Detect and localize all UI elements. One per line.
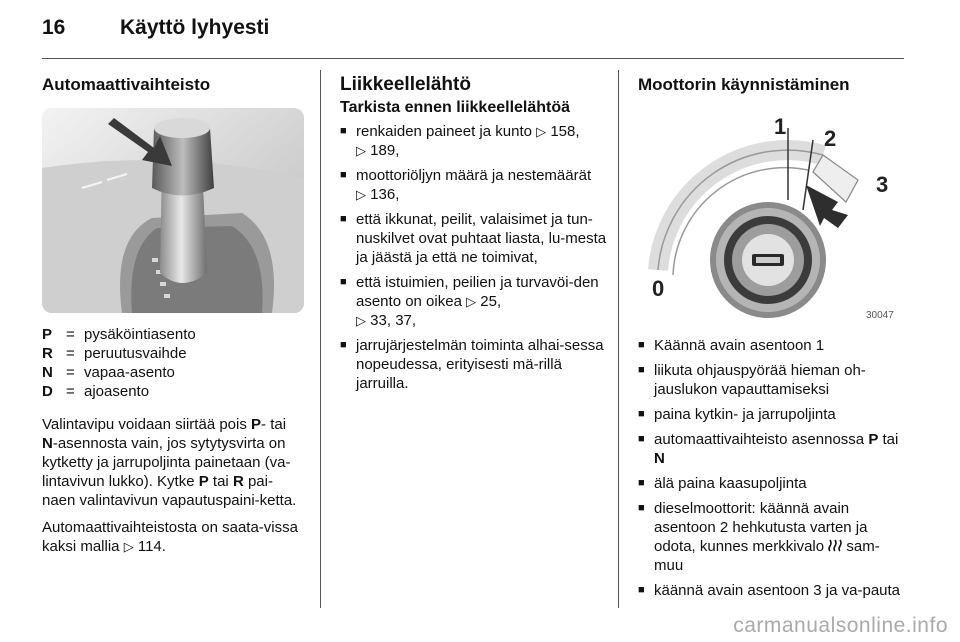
page-ref-icon: ▷ [356, 143, 366, 158]
ignition-key-illustration [638, 110, 904, 326]
ignition-svg [638, 110, 904, 326]
list-item: ■ automaattivaihteisto asennossa P tai N [638, 430, 904, 468]
section-heading-engine-start: Moottorin käynnistäminen [638, 75, 850, 94]
position-label-3: 3 [876, 172, 889, 197]
page-ref-icon: ▷ [536, 124, 547, 139]
page-title: Käyttö lyhyesti [120, 16, 270, 39]
header-rule [42, 58, 904, 59]
list-item: ■ moottoriöljyn määrä ja nestemäärät ▷ 136, [340, 166, 608, 204]
checklist [340, 122, 608, 393]
section-heading-starting-off: Liikkeellelähtö [340, 74, 471, 95]
page-number: 16 [42, 16, 66, 39]
list-item: ■ dieselmoottorit: käännä avain asentoon 2 hehkutusta varten ja odota, kunnes merkkivalo sam-muu [638, 499, 904, 575]
list-item: ■ liikuta ohjauspyörää hieman oh-jauslukon vapauttamiseksi [638, 361, 904, 399]
list-item: ■ että istuimien, peilien ja turvavöi-den asento on oikea ▷ 25, ▷ 33, 37, [340, 273, 608, 330]
column-automatic-transmission [42, 74, 304, 556]
page-header [42, 16, 269, 46]
glow-plug-icon [828, 539, 842, 552]
position-label-1: 1 [774, 114, 787, 139]
column-divider-2 [618, 70, 619, 608]
column-engine-start [638, 74, 904, 606]
paragraph-two-models: Automaattivaihteistosta on saata-vissa kaksi mallia ▷ 114. [42, 519, 298, 555]
legend-row-p: P = pysäköintiasento [42, 326, 196, 343]
list-item: ■ jarrujärjestelmän toiminta alhai-sessa nopeudessa, erityisesti mä-rillä jarruilla. [340, 336, 608, 393]
page-ref-icon: ▷ [123, 539, 134, 554]
section-heading-transmission: Automaattivaihteisto [42, 75, 211, 94]
position-label-0: 0 [652, 276, 665, 301]
legend-row-n: N = vapaa-asento [42, 364, 175, 381]
position-label-2: 2 [824, 126, 837, 151]
page-ref-icon: ▷ [356, 187, 366, 202]
column-divider-1 [320, 70, 321, 608]
figure-code: 30047 [866, 310, 894, 321]
page-ref-icon: ▷ [466, 294, 477, 309]
list-item: ■ paina kytkin- ja jarrupoljinta [638, 405, 904, 424]
list-item: ■ että ikkunat, peilit, valaisimet ja tun-nuskilvet ovat puhtaat liasta, lu-mesta ja jäästä ja että ne toimivat, [340, 210, 608, 267]
list-item: ■ käännä avain asentoon 3 ja va-pauta [638, 581, 904, 600]
legend-row-r: R = peruutusvaihde [42, 345, 187, 362]
gear-selector-illustration [42, 108, 304, 313]
gear-legend [42, 325, 304, 401]
list-item: ■ renkaiden paineet ja kunto ▷ 158, ▷ 189, [340, 122, 608, 160]
watermark: carmanualsonline.info [733, 614, 948, 637]
paragraph-selector-lock: Valintavipu voidaan siirtää pois P- tai N-asennosta vain, jos sytytysvirta on kytketty ja jarrupoljinta painetaan (va-lintavivun lukko). Kytke P tai R pai-naen valintavivun vapautuspaini-ketta. [42, 416, 297, 509]
column-starting-off [340, 74, 608, 399]
engine-start-steps [638, 336, 904, 600]
list-item: ■ Käännä avain asentoon 1 [638, 336, 904, 355]
subheading-check-before: Tarkista ennen liikkeellelähtöä [340, 99, 571, 116]
gear-selector-svg [42, 108, 304, 313]
page-ref-icon: ▷ [356, 313, 366, 328]
legend-row-d: D = ajoasento [42, 383, 150, 400]
list-item: ■ älä paina kaasupoljinta [638, 474, 904, 493]
page-ref-link[interactable]: 114. [137, 538, 166, 555]
